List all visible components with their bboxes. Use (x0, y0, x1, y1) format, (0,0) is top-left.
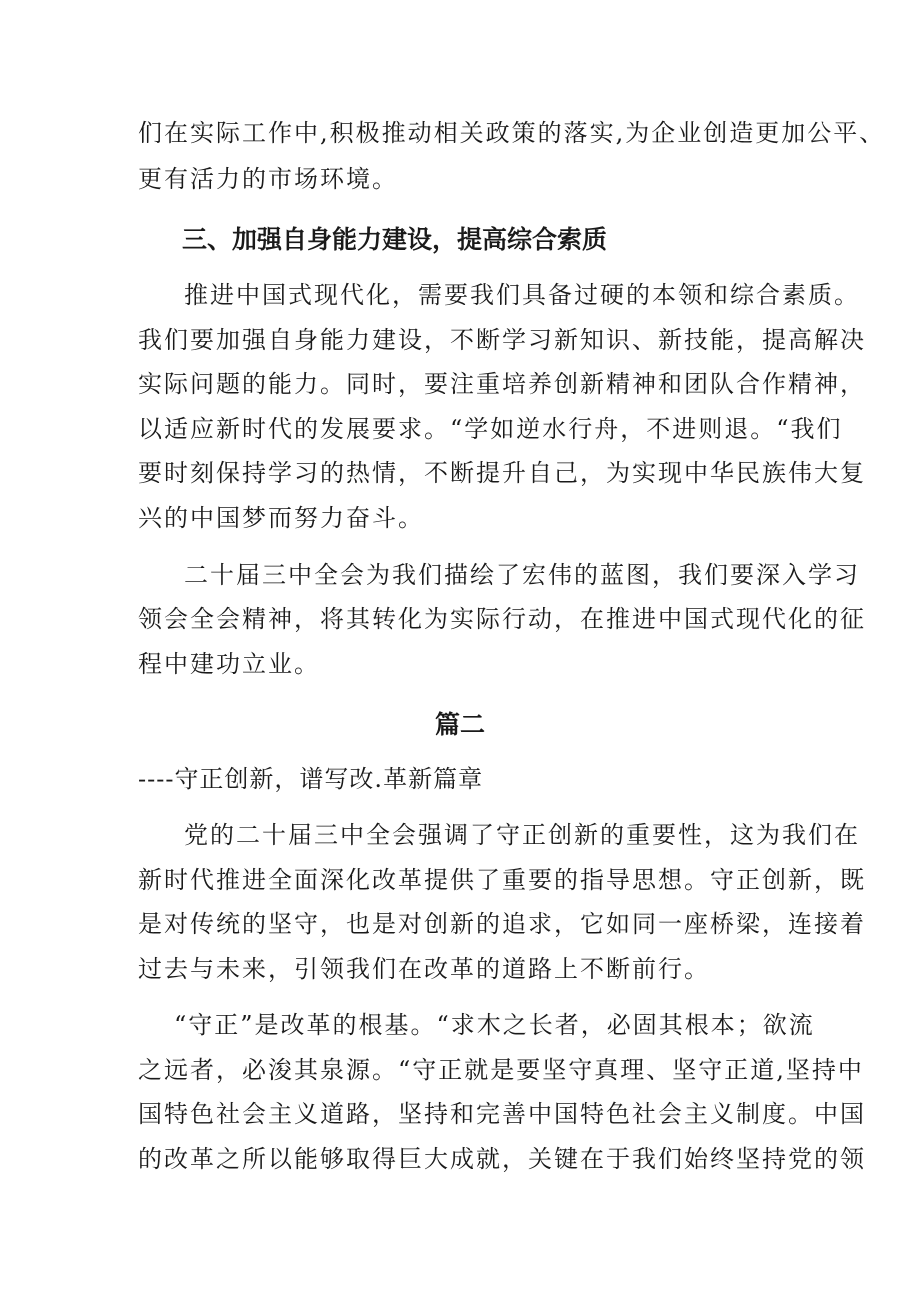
paragraph-line: 过去与未来，引领我们在改革的道路上不断前行。 (138, 955, 710, 983)
paragraph-line: 之远者，必浚其泉源。“守正就是要坚守真理、坚守正道,坚持中 (138, 1056, 864, 1084)
paragraph-line: 推进中国式现代化，需要我们具备过硬的本领和综合素质。 (184, 281, 860, 309)
paragraph-line: 新时代推进全面深化改革提供了重要的指导思想。守正创新，既 (138, 866, 866, 894)
paragraph-line: 兴的中国梦而努力奋斗。 (138, 504, 424, 532)
paragraph-line: 要时刻保持学习的热情，不断提升自己，为实现中华民族伟大复 (138, 459, 866, 487)
paragraph-line: 我们要加强自身能力建设，不断学习新知识、新技能，提高解决 (138, 326, 866, 354)
paragraph-line: “守正”是改革的根基。“求木之长者，必固其根本；欲流 (174, 1011, 815, 1039)
subtitle: ----守正创新，谱写改.革新篇章 (138, 765, 484, 793)
paragraph-line: 们在实际工作中,积极推动相关政策的落实,为企业创造更加公平、 (138, 119, 886, 147)
paragraph-line: 以适应新时代的发展要求。“学如逆水行舟，不进则退。“我们 (138, 415, 843, 443)
paragraph-line: 国特色社会主义道路，坚持和完善中国特色社会主义制度。中国 (138, 1100, 866, 1128)
paragraph-line: 领会全会精神，将其转化为实际行动，在推进中国式现代化的征 (138, 605, 866, 633)
paragraph-line: 的改革之所以能够取得巨大成就，关键在于我们始终坚持党的领 (138, 1145, 866, 1173)
paragraph-line: 程中建功立业。 (138, 650, 320, 678)
section-heading: 三、加强自身能力建设，提高综合索质 (182, 225, 608, 254)
paragraph-line: 实际问题的能力。同时，要注重培养创新精神和团队合作精神， (138, 370, 866, 398)
paragraph-line: 二十届三中全会为我们描绘了宏伟的蓝图，我们要深入学习 (184, 561, 860, 589)
section-title: 篇二 (434, 710, 485, 739)
paragraph-line: 党的二十届三中全会强调了守正创新的重要性，这为我们在 (184, 821, 860, 849)
paragraph-line: 是对传统的坚守，也是对创新的追求，它如同一座桥梁，连接着 (138, 910, 866, 938)
paragraph-line: 更有活力的市场环境。 (138, 165, 398, 193)
